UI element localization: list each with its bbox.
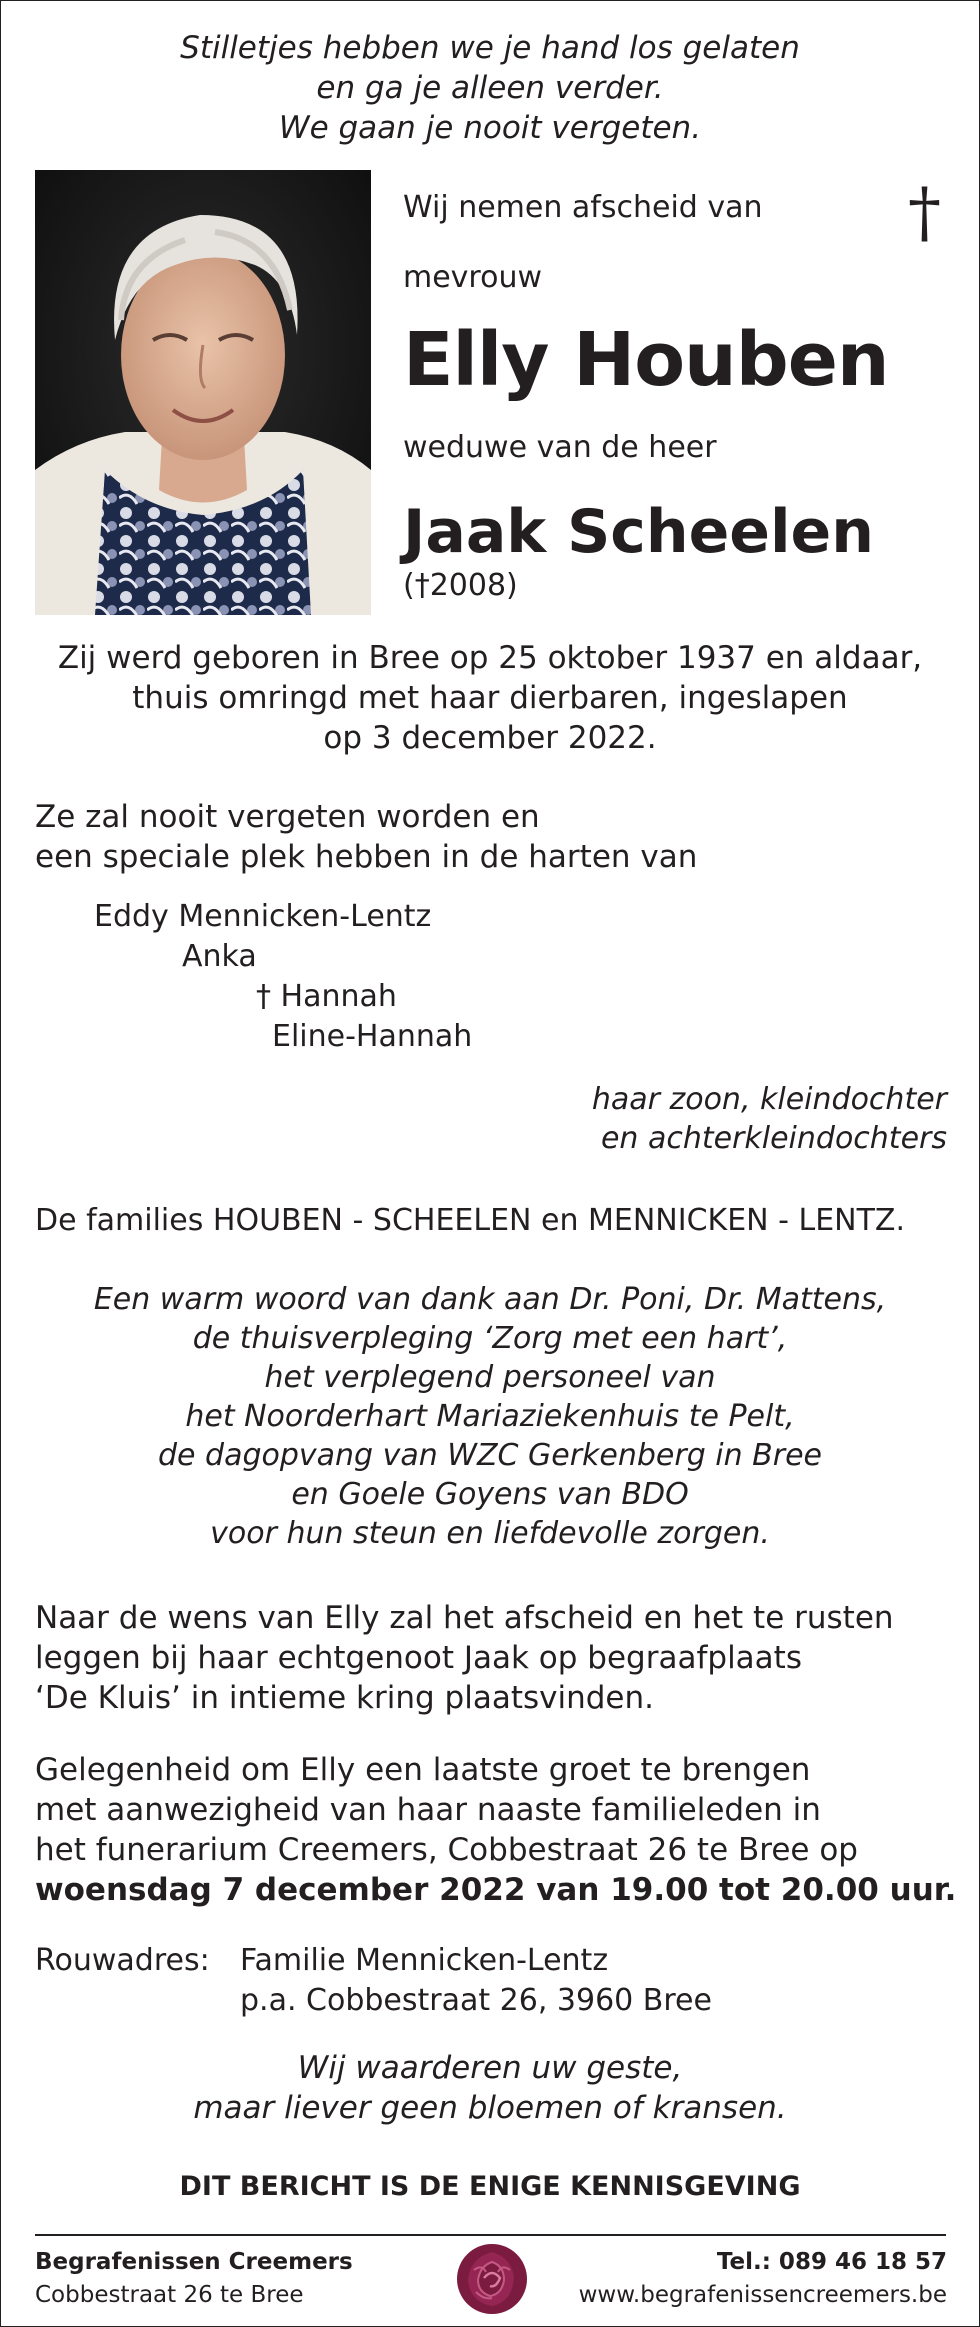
text-line: ‘De Kluis’ in intieme kring plaatsvinden.	[35, 1680, 654, 1716]
text-line: Naar de wens van Elly zal het afscheid en het te rusten	[35, 1600, 894, 1636]
spouse-death: (†2008)	[403, 568, 518, 603]
poem-line: We gaan je nooit vergeten.	[278, 110, 702, 146]
text-line: voor hun steun en liefdevolle zorgen.	[210, 1516, 770, 1551]
company-street: Cobbestraat 26 te Bree	[35, 2282, 304, 2308]
text-line: Gelegenheid om Elly een laatste groet te brengen	[35, 1752, 811, 1788]
visitation-text	[35, 1750, 956, 1910]
thanks-text	[0, 1280, 980, 1553]
text-line: Ze zal nooit vergeten worden en	[35, 799, 540, 835]
portrait-photo	[35, 170, 371, 615]
families-line: De families HOUBEN - SCHEELEN en MENNICKEN - LENTZ.	[35, 1203, 906, 1238]
text-line: het verplegend personeel van	[264, 1360, 716, 1395]
text-line: haar zoon, kleindochter	[591, 1082, 947, 1117]
notice-text: DIT BERICHT IS DE ENIGE KENNISGEVING	[179, 2171, 801, 2202]
text-line: en Goele Goyens van BDO	[291, 1477, 689, 1512]
spouse-name: Jaak Scheelen	[403, 497, 874, 567]
text-line: het funerarium Creemers, Cobbestraat 26 te Bree op	[35, 1832, 858, 1868]
text-line: maar liever geen bloemen of kransen.	[193, 2090, 787, 2126]
poem	[0, 28, 980, 148]
poem-line: en ga je alleen verder.	[316, 70, 664, 106]
flowers-text	[0, 2048, 980, 2128]
text-line: op 3 december 2022.	[323, 720, 657, 756]
intro-text: Wij nemen afscheid van	[403, 190, 763, 225]
text-line: een speciale plek hebben in de harten van	[35, 839, 698, 875]
text-line: en achterkleindochters	[600, 1121, 947, 1156]
rose-logo-icon	[454, 2240, 530, 2318]
text-line: met aanwezigheid van haar naaste familieleden in	[35, 1792, 821, 1828]
visitation-time: woensdag 7 december 2022 van 19.00 tot 20.00 uur.	[35, 1872, 957, 1908]
footer-divider	[35, 2234, 946, 2236]
burial-text	[35, 1598, 894, 1718]
family-granddaughter: Anka	[182, 939, 257, 974]
remembrance-text	[35, 797, 697, 877]
family-great-granddaughter: Eline-Hannah	[272, 1019, 473, 1054]
family-great-granddaughter: † Hannah	[256, 979, 397, 1014]
text-line: leggen bij haar echtgenoot Jaak op begraafplaats	[35, 1640, 802, 1676]
text-line: Wij waarderen uw geste,	[297, 2050, 683, 2086]
company-name: Begrafenissen Creemers	[35, 2249, 353, 2275]
text-line: het Noorderhart Mariaziekenhuis te Pelt,	[185, 1399, 795, 1434]
cross-icon: †	[908, 174, 941, 251]
text-line: thuis omringd met haar dierbaren, ingeslapen	[132, 680, 848, 716]
birth-death-text	[0, 638, 980, 758]
relations-text	[592, 1080, 947, 1158]
company-website[interactable]: www.begrafenissencreemers.be	[578, 2282, 947, 2308]
text-line: de dagopvang van WZC Gerkenberg in Bree	[157, 1438, 823, 1473]
salutation: mevrouw	[403, 260, 543, 295]
address-line: p.a. Cobbestraat 26, 3960 Bree	[240, 1983, 712, 2018]
poem-line: Stilletjes hebben we je hand los gelaten	[180, 30, 800, 66]
address-label: Rouwadres:	[35, 1943, 210, 1978]
text-line: Zij werd geboren in Bree op 25 oktober 1937 en aldaar,	[57, 640, 923, 676]
text-line: Een warm woord van dank aan Dr. Poni, Dr. Mattens,	[93, 1282, 887, 1317]
widow-of-text: weduwe van de heer	[403, 430, 717, 465]
family-son: Eddy Mennicken-Lentz	[94, 899, 432, 934]
address-line: Familie Mennicken-Lentz	[240, 1943, 609, 1978]
deceased-name: Elly Houben	[403, 317, 889, 403]
company-phone: Tel.: 089 46 18 57	[716, 2249, 947, 2275]
text-line: de thuisverpleging ‘Zorg met een hart’,	[192, 1321, 788, 1356]
